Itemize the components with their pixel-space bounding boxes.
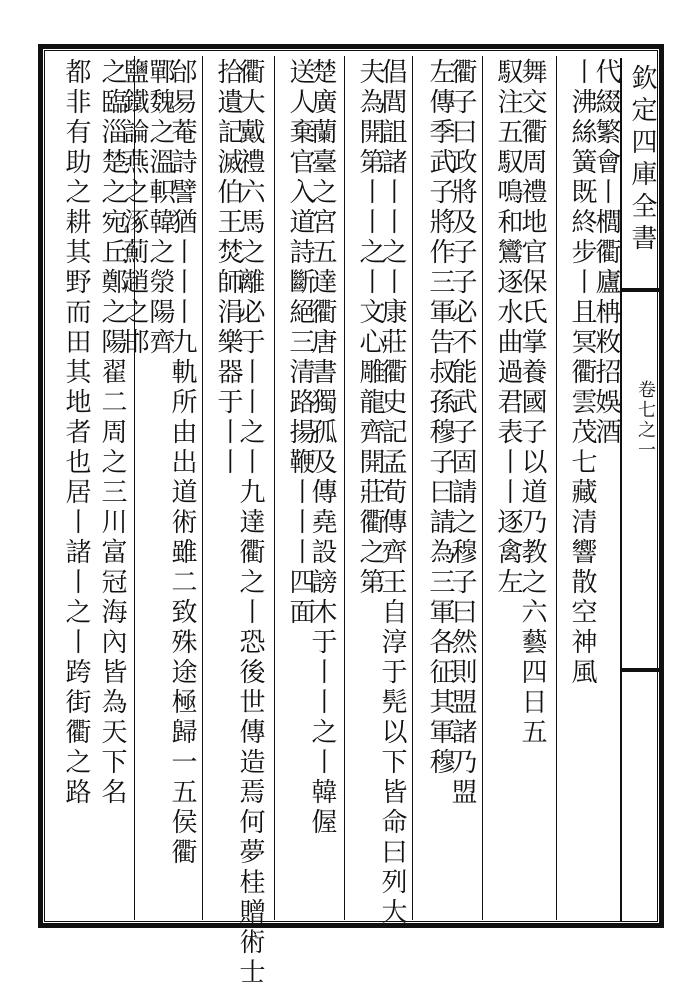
text-column: 送人棄官入道詩斷絕三清路揚鞭丨丨丨四面	[285, 58, 315, 628]
text-column: 夫為開第丨丨之丨文心雕龍齊開莊衢之第	[355, 58, 385, 598]
column-rule	[344, 56, 345, 920]
text-column: 鄲魏之溫軹韓之滎陽齊	[145, 58, 175, 358]
text-column: 左傳季武子將作三軍告叔孫穆子曰請為三軍各征其軍穆	[425, 58, 455, 778]
text-column: 邰易菴詩譬猶丨丨丨九軌所由出道術雖二致殊途極歸一五侯衢	[167, 58, 197, 868]
text-column: 倡閭詛諸丨丨之丨康莊衢史記孟荀傳齊王自淳于髡以下皆命曰列大	[377, 58, 407, 928]
book-title: 欽定四庫全書	[627, 64, 657, 256]
text-column: 舞交衢周禮地官保氏掌養國子以道乃教之六藝四日五	[517, 58, 547, 748]
text-column: 丨沸絲簧既終步丨且冥衢雲茂七藏清響散空神風	[567, 58, 597, 688]
text-column: 鹽鐵論燕之涿薊趙之邯	[119, 58, 149, 358]
text-column: 衢大戴禮六馬之離必于丨丨之丨九達衢之丨恐後世傳造焉何夢桂贈術士	[235, 58, 265, 988]
text-column: 楚廣蘭臺之宮五達衢唐書獨孤及傳堯設謗木于丨丨之丨韓偓	[307, 58, 337, 838]
text-column: 之臨淄楚之宛丘鄭之陽翟二周之三川富冠海內皆為天下名	[97, 58, 127, 808]
text-column: 衢子曰政將及子子必不能武子固請之穆子曰然則盟諸乃盟	[447, 58, 477, 808]
column-rule	[556, 56, 557, 920]
text-column: 代綴繁會丨櫚衢廬柟敉招娛酒	[591, 58, 621, 448]
column-rule	[274, 56, 275, 920]
chapter-number: 卷七之一	[635, 380, 656, 460]
text-column: 拾遺記滅伯王焚師涓樂器于丨丨	[213, 58, 243, 478]
text-column: 馭注五馭鳴和鸞逐水曲過君表丨丨逐禽左	[493, 58, 523, 598]
text-column: 都非有助之耕其野而田其地者也居丨諸丨之丨跨街衢之路	[61, 58, 91, 808]
